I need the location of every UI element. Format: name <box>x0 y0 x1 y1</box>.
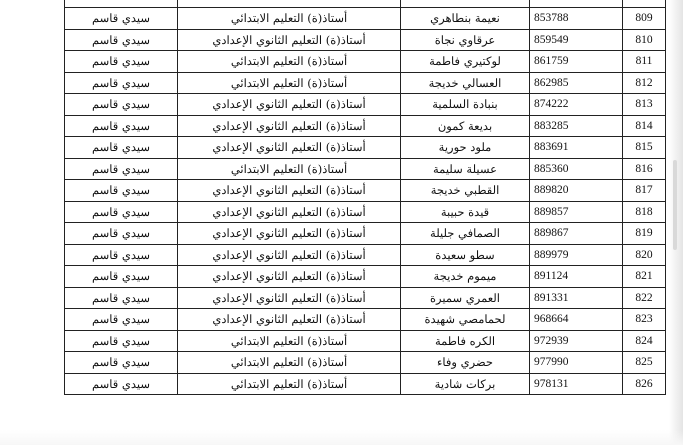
city-cell: سيدي قاسم <box>65 72 178 94</box>
city-cell: سيدي قاسم <box>65 244 178 266</box>
code-cell: 889979 <box>530 244 623 266</box>
row-number-cell: 815 <box>623 137 666 159</box>
city-cell: سيدي قاسم <box>65 94 178 116</box>
name-cell: قيدة حبيبة <box>401 201 530 223</box>
roster-body <box>65 0 666 395</box>
code-cell: 862985 <box>530 72 623 94</box>
name-cell: حضري وفاء <box>401 352 530 374</box>
code-cell: 861759 <box>530 51 623 73</box>
city-cell: سيدي قاسم <box>65 309 178 331</box>
grade-cell: أستاذ(ة) التعليم الثانوي الإعدادي <box>178 266 401 288</box>
row-number-cell: 816 <box>623 158 666 180</box>
city-cell: سيدي قاسم <box>65 373 178 395</box>
table-row <box>65 266 666 288</box>
page-bottom-fade <box>0 430 683 445</box>
city-cell: سيدي قاسم <box>65 330 178 352</box>
table-row <box>65 180 666 202</box>
city-cell: سيدي قاسم <box>65 51 178 73</box>
grade-cell: أستاذ(ة) التعليم الابتدائي <box>178 330 401 352</box>
grade-cell: أستاذ(ة) التعليم الابتدائي <box>178 51 401 73</box>
row-number-cell: 819 <box>623 223 666 245</box>
name-cell: عرقاوي نجاة <box>401 29 530 51</box>
grade-cell: أستاذ(ة) التعليم الابتدائي <box>178 8 401 30</box>
name-cell <box>401 0 530 8</box>
code-cell: 883691 <box>530 137 623 159</box>
table-row <box>65 244 666 266</box>
code-cell: 883285 <box>530 115 623 137</box>
name-cell: بنبادة السلمية <box>401 94 530 116</box>
row-number-cell: 823 <box>623 309 666 331</box>
city-cell: سيدي قاسم <box>65 158 178 180</box>
city-cell: سيدي قاسم <box>65 180 178 202</box>
code-cell: 853788 <box>530 8 623 30</box>
city-cell: سيدي قاسم <box>65 137 178 159</box>
grade-cell: أستاذ(ة) التعليم الثانوي الإعدادي <box>178 180 401 202</box>
code-cell: 891124 <box>530 266 623 288</box>
row-number-cell: 813 <box>623 94 666 116</box>
row-number-cell: 821 <box>623 266 666 288</box>
table-row <box>65 309 666 331</box>
name-cell: بركات شادية <box>401 373 530 395</box>
table-row-partial <box>65 0 666 8</box>
row-number-cell <box>623 0 666 8</box>
table-row <box>65 287 666 309</box>
code-cell: 972939 <box>530 330 623 352</box>
code-cell <box>530 0 623 8</box>
grade-cell: أستاذ(ة) التعليم الثانوي الإعدادي <box>178 223 401 245</box>
table-row <box>65 223 666 245</box>
table-row <box>65 201 666 223</box>
page-edge-mark <box>673 160 677 250</box>
grade-cell: أستاذ(ة) التعليم الثانوي الإعدادي <box>178 137 401 159</box>
grade-cell <box>178 0 401 8</box>
grade-cell: أستاذ(ة) التعليم الثانوي الإعدادي <box>178 115 401 137</box>
grade-cell: أستاذ(ة) التعليم الابتدائي <box>178 72 401 94</box>
code-cell: 889857 <box>530 201 623 223</box>
table-row <box>65 158 666 180</box>
table-row <box>65 29 666 51</box>
row-number-cell: 818 <box>623 201 666 223</box>
grade-cell: أستاذ(ة) التعليم الابتدائي <box>178 352 401 374</box>
grade-cell: أستاذ(ة) التعليم الثانوي الإعدادي <box>178 287 401 309</box>
name-cell: الصمافي جليلة <box>401 223 530 245</box>
name-cell: لحمامصي شهيدة <box>401 309 530 331</box>
grade-cell: أستاذ(ة) التعليم الثانوي الإعدادي <box>178 244 401 266</box>
name-cell: القطبي خديجة <box>401 180 530 202</box>
name-cell: ميموم خديجة <box>401 266 530 288</box>
name-cell: لوكتيري فاطمة <box>401 51 530 73</box>
table-row <box>65 94 666 116</box>
staff-roster-table <box>64 0 666 395</box>
code-cell: 889820 <box>530 180 623 202</box>
name-cell: نعيمة بنطاهري <box>401 8 530 30</box>
grade-cell: أستاذ(ة) التعليم الثانوي الإعدادي <box>178 201 401 223</box>
row-number-cell: 810 <box>623 29 666 51</box>
city-cell: سيدي قاسم <box>65 115 178 137</box>
city-cell: سيدي قاسم <box>65 287 178 309</box>
name-cell: ملود حورية <box>401 137 530 159</box>
city-cell: سيدي قاسم <box>65 29 178 51</box>
city-cell: سيدي قاسم <box>65 8 178 30</box>
row-number-cell: 824 <box>623 330 666 352</box>
table-row <box>65 137 666 159</box>
table-row <box>65 72 666 94</box>
table-row <box>65 373 666 395</box>
grade-cell: أستاذ(ة) التعليم الثانوي الإعدادي <box>178 94 401 116</box>
row-number-cell: 809 <box>623 8 666 30</box>
code-cell: 968664 <box>530 309 623 331</box>
table-row <box>65 51 666 73</box>
name-cell: عسيلة سليمة <box>401 158 530 180</box>
table-row <box>65 352 666 374</box>
grade-cell: أستاذ(ة) التعليم الثانوي الإعدادي <box>178 29 401 51</box>
city-cell: سيدي قاسم <box>65 201 178 223</box>
name-cell: العسالي خديجة <box>401 72 530 94</box>
row-number-cell: 812 <box>623 72 666 94</box>
grade-cell: أستاذ(ة) التعليم الابتدائي <box>178 158 401 180</box>
city-cell: سيدي قاسم <box>65 266 178 288</box>
name-cell: الكره فاطمة <box>401 330 530 352</box>
row-number-cell: 822 <box>623 287 666 309</box>
name-cell: سطو سعيدة <box>401 244 530 266</box>
name-cell: بديعة كمون <box>401 115 530 137</box>
name-cell: العمري سميرة <box>401 287 530 309</box>
code-cell: 978131 <box>530 373 623 395</box>
row-number-cell: 817 <box>623 180 666 202</box>
table-row <box>65 330 666 352</box>
code-cell: 859549 <box>530 29 623 51</box>
city-cell: سيدي قاسم <box>65 223 178 245</box>
row-number-cell: 820 <box>623 244 666 266</box>
grade-cell: أستاذ(ة) التعليم الابتدائي <box>178 373 401 395</box>
row-number-cell: 825 <box>623 352 666 374</box>
row-number-cell: 814 <box>623 115 666 137</box>
grade-cell: أستاذ(ة) التعليم الثانوي الإعدادي <box>178 309 401 331</box>
city-cell <box>65 0 178 8</box>
table-row <box>65 115 666 137</box>
code-cell: 889867 <box>530 223 623 245</box>
code-cell: 874222 <box>530 94 623 116</box>
city-cell: سيدي قاسم <box>65 352 178 374</box>
code-cell: 977990 <box>530 352 623 374</box>
code-cell: 891331 <box>530 287 623 309</box>
row-number-cell: 811 <box>623 51 666 73</box>
table-row <box>65 8 666 30</box>
row-number-cell: 826 <box>623 373 666 395</box>
code-cell: 885360 <box>530 158 623 180</box>
